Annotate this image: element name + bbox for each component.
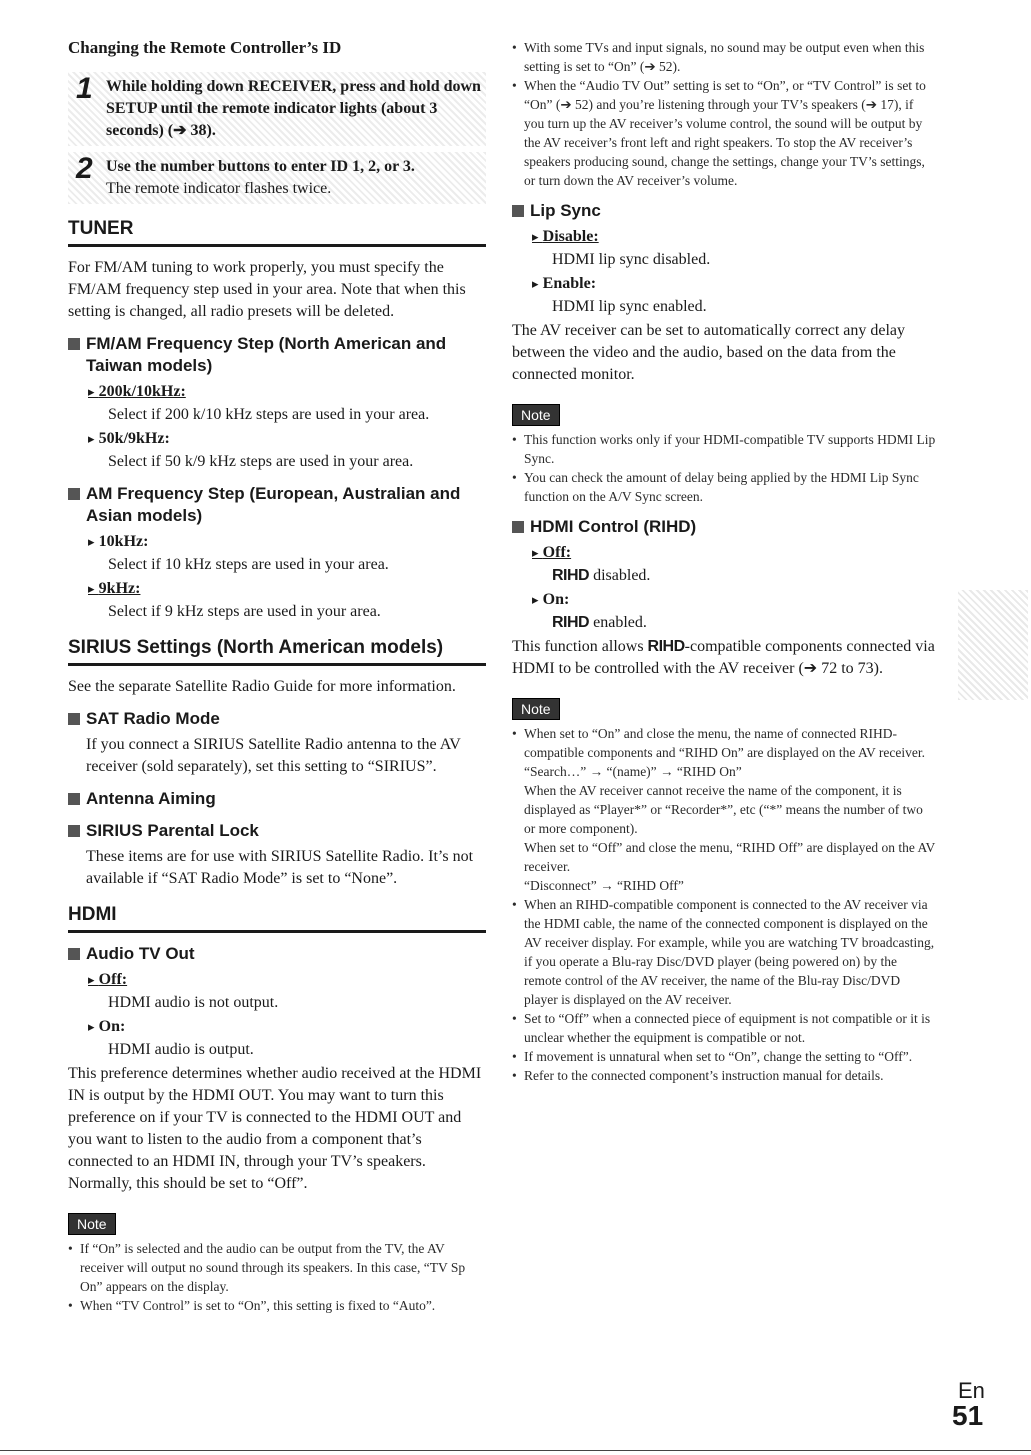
step-body: The remote indicator flashes twice.: [106, 180, 332, 197]
note-item: • When set to “On” and close the menu, the name of connected RIHD-compatible components and “RIHD On” are displayed on the AV receiver.: [512, 724, 936, 762]
parental-lock-desc: These items are for use with SIRIUS Satellite Radio. It’s not available if “SAT Radio Mode” is set to “None”.: [86, 848, 474, 887]
am-step-heading: AM Frequency Step (European, Australian and Asian models): [68, 483, 486, 527]
lip-sync-para: The AV receiver can be set to automatically correct any delay between the video and the audio, based on the data from the connected monitor.: [512, 322, 906, 383]
note-item: • When “TV Control” is set to “On”, this setting is fixed to “Auto”.: [68, 1296, 486, 1315]
note-badge: Note: [512, 404, 560, 426]
note-item: • You can check the amount of delay being applied by the HDMI Lip Sync function on the A/V Sync screen.: [512, 468, 936, 506]
sirius-heading: SIRIUS Settings (North American models): [68, 637, 486, 666]
note-item: “Search…” → “(name)” → “RIHD On”: [524, 764, 742, 779]
remote-id-title: Changing the Remote Controller’s ID: [68, 38, 342, 57]
bottom-rule: [0, 1450, 1031, 1451]
step-2: [68, 152, 486, 204]
language-label: En: [958, 1378, 985, 1403]
tuner-heading: TUNER: [68, 218, 486, 247]
note-item: • If movement is unnatural when set to “On”, change the setting to “Off”.: [512, 1047, 936, 1066]
audio-tv-out-heading: Audio TV Out: [68, 943, 486, 965]
fm-option-50k-desc: Select if 50 k/9 kHz steps are used in your area.: [108, 453, 414, 470]
am-option-9k: ▸ 9kHz:: [88, 578, 486, 601]
hdmi-heading: HDMI: [68, 904, 486, 933]
audio-option-off: ▸ Off:: [88, 969, 486, 992]
note-item: • Set to “Off” when a connected piece of equipment is not compatible or it is unclear whether the equipment is compatible or not.: [512, 1009, 936, 1047]
note-badge: Note: [68, 1213, 116, 1235]
rihd-option-on-desc: RIHD enabled.: [552, 614, 647, 631]
audio-option-on: ▸ On:: [88, 1016, 486, 1039]
fm-option-50k: ▸ 50k/9kHz:: [88, 428, 486, 451]
left-column: [68, 38, 486, 1315]
rihd-option-off-desc: RIHD disabled.: [552, 567, 651, 584]
page-number: 51: [952, 1400, 984, 1431]
step-heading: While holding down RECEIVER, press and hold down SETUP until the remote indicator lights (about 3 seconds) (➔ 38).: [106, 78, 481, 139]
tuner-intro: For FM/AM tuning to work properly, you must specify the FM/AM frequency step used in your area. Note that when this setting is changed, all radio presets will be deleted.: [68, 259, 466, 320]
sat-radio-mode-heading: SAT Radio Mode: [68, 708, 486, 730]
fm-option-200k-desc: Select if 200 k/10 kHz steps are used in your area.: [108, 406, 430, 423]
am-option-10k: ▸ 10kHz:: [88, 531, 486, 554]
rihd-option-on: ▸ On:: [532, 589, 936, 612]
rihd-logo: RIHD: [647, 638, 685, 655]
lip-option-enable-desc: HDMI lip sync enabled.: [552, 298, 707, 315]
note-item: • Refer to the connected component’s instruction manual for details.: [512, 1066, 936, 1085]
lip-sync-heading: Lip Sync: [512, 200, 936, 222]
am-option-10k-desc: Select if 10 kHz steps are used in your area.: [108, 556, 389, 573]
right-column: [512, 38, 936, 1085]
antenna-aiming-heading: Antenna Aiming: [68, 788, 486, 810]
audio-option-off-desc: HDMI audio is not output.: [108, 994, 279, 1011]
lip-option-disable-desc: HDMI lip sync disabled.: [552, 251, 711, 268]
note-item: When set to “Off” and close the menu, “RIHD Off” are displayed on the AV receiver.: [524, 840, 936, 874]
lip-option-enable: ▸ Enable:: [532, 273, 936, 296]
note-item: • If “On” is selected and the audio can be output from the TV, the AV receiver will output no sound through its speakers. In this case, “TV Sp On” appears on the display.: [68, 1239, 486, 1296]
lip-option-disable: ▸ Disable:: [532, 226, 936, 249]
am-option-9k-desc: Select if 9 kHz steps are used in your area.: [108, 603, 381, 620]
sat-radio-mode-desc: If you connect a SIRIUS Satellite Radio antenna to the AV receiver (sold separately), set this setting to “SIRIUS”.: [86, 736, 461, 775]
note-item: When the AV receiver cannot receive the name of the component, it is displayed as “Player*” or “Recorder*”, etc (“*” means the number of two or more component).: [524, 783, 923, 836]
section-tab-mark: [958, 590, 1028, 700]
audio-tv-out-para: This preference determines whether audio received at the HDMI IN is output by the HDMI OUT. You may want to turn this preference on if your TV is connected to the HDMI OUT and you want to listen to the audio from a component that’s connected to an HDMI IN, through your TV’s speakers. Normally, this should be set to “Off”.: [68, 1065, 482, 1192]
step-number: 1: [76, 72, 93, 105]
rihd-para: This function allows RIHD-compatible components connected via HDMI to be controlled with the AV receiver (➔ 72 to 73).: [512, 638, 935, 677]
rihd-logo: RIHD: [552, 614, 590, 631]
rihd-option-off: ▸ Off:: [532, 542, 936, 565]
note-item: • When an RIHD-compatible component is connected to the AV receiver via the HDMI cable, the name of the connected component is displayed on the AV receiver display. For example, while you are watching TV broadcasting, if you operate a Blu-ray Disc/DVD player (being powered on) by the remote control of the AV receiver, the name of the Blu-ray Disc/DVD player is displayed on the AV receiver.: [512, 895, 936, 1009]
note-badge: Note: [512, 698, 560, 720]
audio-option-on-desc: HDMI audio is output.: [108, 1041, 254, 1058]
sirius-intro: See the separate Satellite Radio Guide for more information.: [68, 678, 456, 695]
step-number: 2: [76, 152, 93, 185]
parental-lock-heading: SIRIUS Parental Lock: [68, 820, 486, 842]
step-1: [68, 72, 486, 146]
note-item: “Disconnect” → “RIHD Off”: [524, 878, 684, 893]
fm-step-heading: FM/AM Frequency Step (North American and Taiwan models): [68, 333, 486, 377]
hdmi-control-heading: HDMI Control (RIHD): [512, 516, 936, 538]
step-heading: Use the number buttons to enter ID 1, 2, or 3.: [106, 158, 415, 175]
rihd-logo: RIHD: [552, 567, 590, 584]
note-item: • With some TVs and input signals, no sound may be output even when this setting is set to “On” (➔ 52).: [512, 38, 936, 76]
note-item: • This function works only if your HDMI-compatible TV supports HDMI Lip Sync.: [512, 430, 936, 468]
fm-option-200k: ▸ 200k/10kHz:: [88, 381, 486, 404]
note-item: • When the “Audio TV Out” setting is set to “On”, or “TV Control” is set to “On” (➔ 52) and you’re listening through your TV’s speakers (➔ 17), if you turn up the AV receiver’s volume control, the sound will be output by the AV receiver’s front left and right speakers. To stop the AV receiver’s speakers producing sound, change the settings, change your TV’s settings, or turn down the AV receiver’s volume.: [512, 76, 936, 190]
